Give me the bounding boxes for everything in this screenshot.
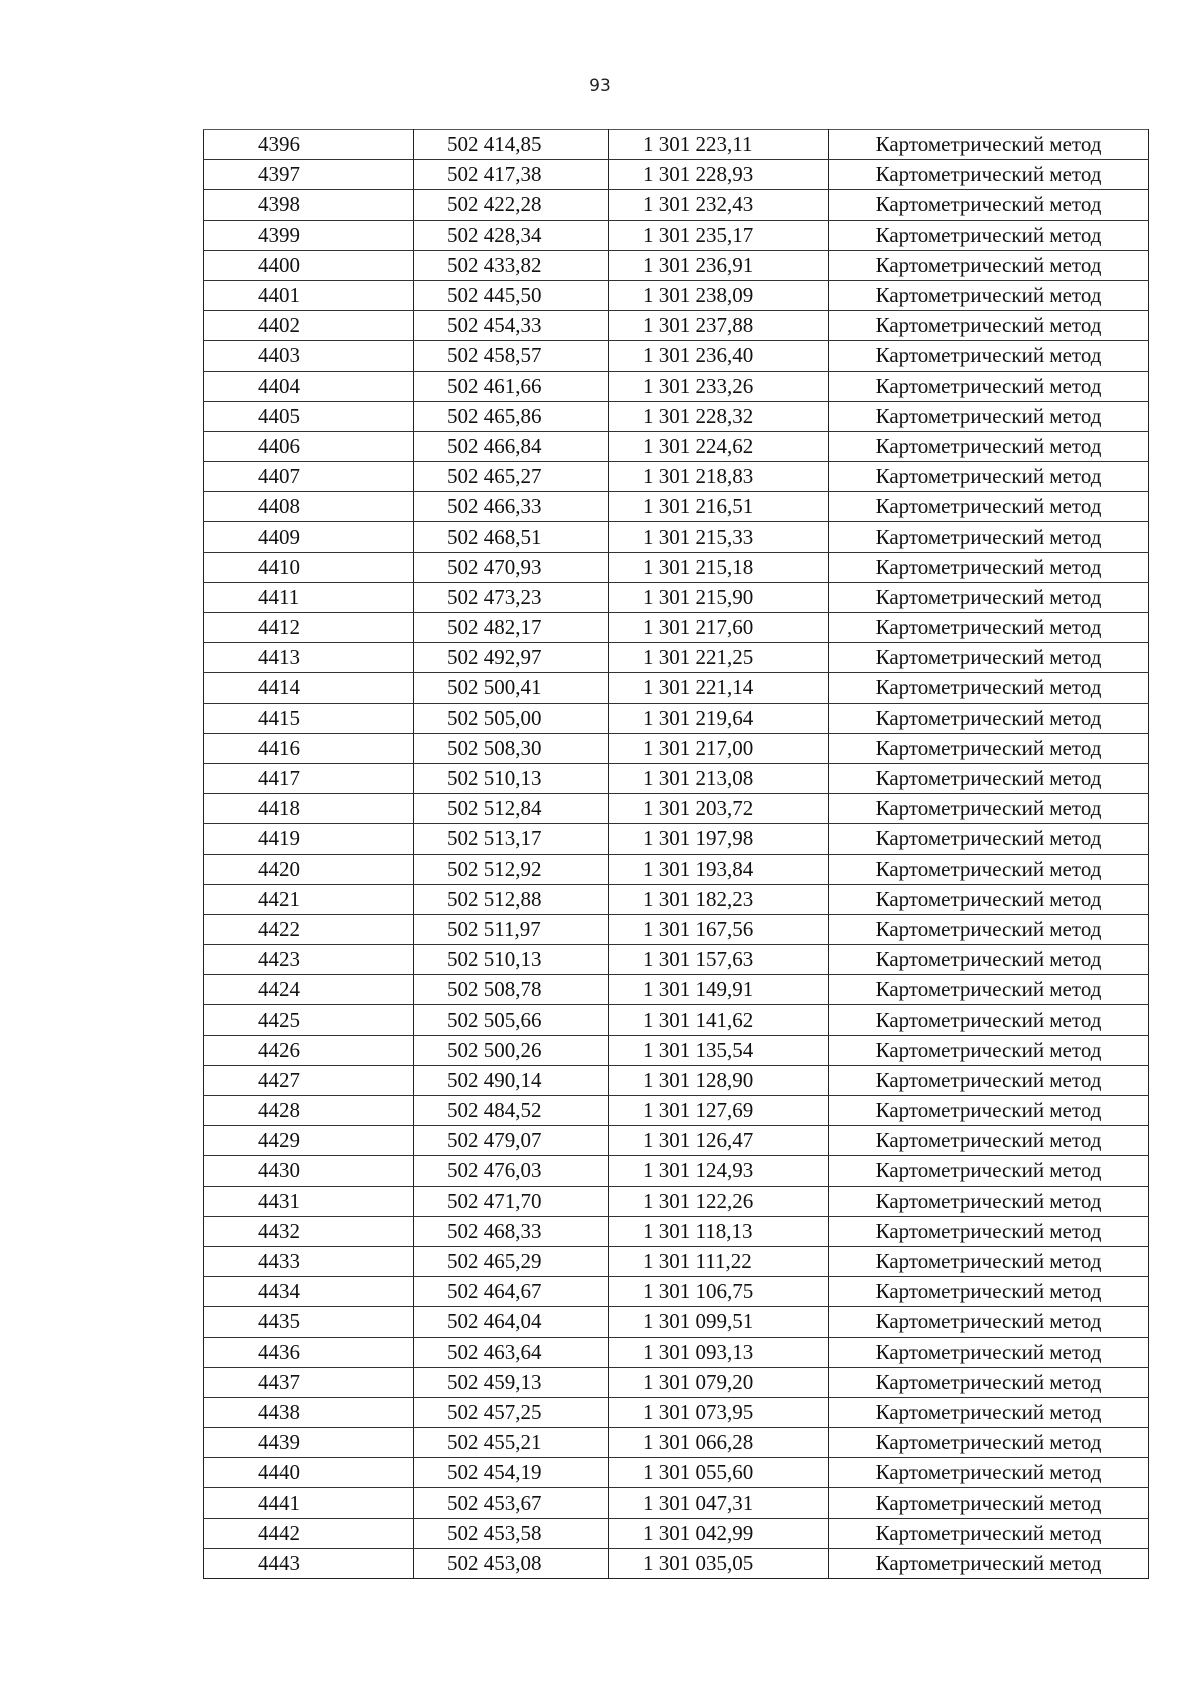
x-coordinate-cell: 502 458,57: [414, 341, 609, 371]
table-row: [204, 975, 1149, 1005]
method-cell: Картометрический метод: [829, 1458, 1149, 1488]
method-cell: Картометрический метод: [829, 1186, 1149, 1216]
table-row: [204, 1367, 1149, 1397]
y-coordinate-cell: 1 301 197,98: [609, 824, 829, 854]
x-coordinate-cell: 502 454,19: [414, 1458, 609, 1488]
table-row: [204, 1337, 1149, 1367]
x-coordinate-cell: 502 512,88: [414, 884, 609, 914]
y-coordinate-cell: 1 301 055,60: [609, 1458, 829, 1488]
method-cell: Картометрический метод: [829, 1096, 1149, 1126]
method-cell: Картометрический метод: [829, 311, 1149, 341]
point-number-cell: 4434: [204, 1277, 414, 1307]
x-coordinate-cell: 502 466,84: [414, 431, 609, 461]
y-coordinate-cell: 1 301 215,33: [609, 522, 829, 552]
y-coordinate-cell: 1 301 236,40: [609, 341, 829, 371]
point-number-cell: 4436: [204, 1337, 414, 1367]
y-coordinate-cell: 1 301 215,18: [609, 552, 829, 582]
x-coordinate-cell: 502 454,33: [414, 311, 609, 341]
point-number-cell: 4415: [204, 703, 414, 733]
x-coordinate-cell: 502 468,33: [414, 1216, 609, 1246]
x-coordinate-cell: 502 513,17: [414, 824, 609, 854]
y-coordinate-cell: 1 301 042,99: [609, 1518, 829, 1548]
method-cell: Картометрический метод: [829, 1488, 1149, 1518]
method-cell: Картометрический метод: [829, 220, 1149, 250]
y-coordinate-cell: 1 301 111,22: [609, 1246, 829, 1276]
table-row: [204, 1428, 1149, 1458]
point-number-cell: 4429: [204, 1126, 414, 1156]
table-row: [204, 1488, 1149, 1518]
point-number-cell: 4432: [204, 1216, 414, 1246]
x-coordinate-cell: 502 455,21: [414, 1428, 609, 1458]
table-row: [204, 160, 1149, 190]
method-cell: Картометрический метод: [829, 794, 1149, 824]
table-row: [204, 341, 1149, 371]
table-row: [204, 1065, 1149, 1095]
method-cell: Картометрический метод: [829, 945, 1149, 975]
table-row: [204, 673, 1149, 703]
table-row: [204, 1246, 1149, 1276]
method-cell: Картометрический метод: [829, 763, 1149, 793]
x-coordinate-cell: 502 453,58: [414, 1518, 609, 1548]
point-number-cell: 4428: [204, 1096, 414, 1126]
method-cell: Картометрический метод: [829, 1397, 1149, 1427]
x-coordinate-cell: 502 414,85: [414, 130, 609, 160]
method-cell: Картометрический метод: [829, 1307, 1149, 1337]
y-coordinate-cell: 1 301 233,26: [609, 371, 829, 401]
y-coordinate-cell: 1 301 035,05: [609, 1548, 829, 1578]
table-row: [204, 130, 1149, 160]
point-number-cell: 4423: [204, 945, 414, 975]
method-cell: Картометрический метод: [829, 613, 1149, 643]
y-coordinate-cell: 1 301 224,62: [609, 431, 829, 461]
point-number-cell: 4421: [204, 884, 414, 914]
x-coordinate-cell: 502 500,41: [414, 673, 609, 703]
y-coordinate-cell: 1 301 182,23: [609, 884, 829, 914]
table-row: [204, 613, 1149, 643]
x-coordinate-cell: 502 445,50: [414, 280, 609, 310]
y-coordinate-cell: 1 301 099,51: [609, 1307, 829, 1337]
point-number-cell: 4422: [204, 914, 414, 944]
point-number-cell: 4420: [204, 854, 414, 884]
point-number-cell: 4426: [204, 1035, 414, 1065]
x-coordinate-cell: 502 468,51: [414, 522, 609, 552]
x-coordinate-cell: 502 484,52: [414, 1096, 609, 1126]
method-cell: Картометрический метод: [829, 824, 1149, 854]
point-number-cell: 4419: [204, 824, 414, 854]
y-coordinate-cell: 1 301 066,28: [609, 1428, 829, 1458]
method-cell: Картометрический метод: [829, 1367, 1149, 1397]
x-coordinate-cell: 502 500,26: [414, 1035, 609, 1065]
point-number-cell: 4437: [204, 1367, 414, 1397]
table-row: [204, 401, 1149, 431]
table-row: [204, 1126, 1149, 1156]
table-row: [204, 462, 1149, 492]
x-coordinate-cell: 502 479,07: [414, 1126, 609, 1156]
y-coordinate-cell: 1 301 228,32: [609, 401, 829, 431]
point-number-cell: 4407: [204, 462, 414, 492]
table-row: [204, 884, 1149, 914]
table-row: [204, 250, 1149, 280]
table-row: [204, 1005, 1149, 1035]
point-number-cell: 4412: [204, 613, 414, 643]
point-number-cell: 4408: [204, 492, 414, 522]
table-row: [204, 1186, 1149, 1216]
method-cell: Картометрический метод: [829, 1246, 1149, 1276]
table-row: [204, 1397, 1149, 1427]
point-number-cell: 4406: [204, 431, 414, 461]
table-row: [204, 1458, 1149, 1488]
x-coordinate-cell: 502 510,13: [414, 763, 609, 793]
x-coordinate-cell: 502 464,67: [414, 1277, 609, 1307]
table-row: [204, 522, 1149, 552]
point-number-cell: 4403: [204, 341, 414, 371]
x-coordinate-cell: 502 428,34: [414, 220, 609, 250]
x-coordinate-cell: 502 465,29: [414, 1246, 609, 1276]
method-cell: Картометрический метод: [829, 280, 1149, 310]
point-number-cell: 4431: [204, 1186, 414, 1216]
point-number-cell: 4424: [204, 975, 414, 1005]
table-row: [204, 794, 1149, 824]
method-cell: Картометрический метод: [829, 914, 1149, 944]
point-number-cell: 4416: [204, 733, 414, 763]
table-row: [204, 280, 1149, 310]
x-coordinate-cell: 502 512,92: [414, 854, 609, 884]
point-number-cell: 4399: [204, 220, 414, 250]
y-coordinate-cell: 1 301 237,88: [609, 311, 829, 341]
x-coordinate-cell: 502 508,78: [414, 975, 609, 1005]
table-row: [204, 733, 1149, 763]
table-row: [204, 1035, 1149, 1065]
point-number-cell: 4413: [204, 643, 414, 673]
x-coordinate-cell: 502 510,13: [414, 945, 609, 975]
point-number-cell: 4402: [204, 311, 414, 341]
y-coordinate-cell: 1 301 127,69: [609, 1096, 829, 1126]
table-row: [204, 431, 1149, 461]
method-cell: Картометрический метод: [829, 1156, 1149, 1186]
table-row: [204, 1216, 1149, 1246]
x-coordinate-cell: 502 471,70: [414, 1186, 609, 1216]
table-row: [204, 371, 1149, 401]
x-coordinate-cell: 502 464,04: [414, 1307, 609, 1337]
point-number-cell: 4427: [204, 1065, 414, 1095]
point-number-cell: 4440: [204, 1458, 414, 1488]
page-number: 93: [589, 76, 611, 96]
y-coordinate-cell: 1 301 238,09: [609, 280, 829, 310]
method-cell: Картометрический метод: [829, 582, 1149, 612]
method-cell: Картометрический метод: [829, 130, 1149, 160]
y-coordinate-cell: 1 301 232,43: [609, 190, 829, 220]
point-number-cell: 4400: [204, 250, 414, 280]
table-row: [204, 763, 1149, 793]
method-cell: Картометрический метод: [829, 1337, 1149, 1367]
table-row: [204, 914, 1149, 944]
method-cell: Картометрический метод: [829, 1428, 1149, 1458]
y-coordinate-cell: 1 301 203,72: [609, 794, 829, 824]
method-cell: Картометрический метод: [829, 1005, 1149, 1035]
method-cell: Картометрический метод: [829, 1548, 1149, 1578]
y-coordinate-cell: 1 301 073,95: [609, 1397, 829, 1427]
method-cell: Картометрический метод: [829, 492, 1149, 522]
x-coordinate-cell: 502 453,67: [414, 1488, 609, 1518]
table-row: [204, 311, 1149, 341]
point-number-cell: 4418: [204, 794, 414, 824]
point-number-cell: 4396: [204, 130, 414, 160]
point-number-cell: 4430: [204, 1156, 414, 1186]
x-coordinate-cell: 502 463,64: [414, 1337, 609, 1367]
table-row: [204, 1548, 1149, 1578]
point-number-cell: 4404: [204, 371, 414, 401]
point-number-cell: 4398: [204, 190, 414, 220]
x-coordinate-cell: 502 508,30: [414, 733, 609, 763]
method-cell: Картометрический метод: [829, 884, 1149, 914]
method-cell: Картометрический метод: [829, 1216, 1149, 1246]
y-coordinate-cell: 1 301 228,93: [609, 160, 829, 190]
point-number-cell: 4411: [204, 582, 414, 612]
method-cell: Картометрический метод: [829, 190, 1149, 220]
x-coordinate-cell: 502 470,93: [414, 552, 609, 582]
table-row: [204, 1307, 1149, 1337]
x-coordinate-cell: 502 433,82: [414, 250, 609, 280]
method-cell: Картометрический метод: [829, 673, 1149, 703]
y-coordinate-cell: 1 301 167,56: [609, 914, 829, 944]
x-coordinate-cell: 502 457,25: [414, 1397, 609, 1427]
method-cell: Картометрический метод: [829, 431, 1149, 461]
y-coordinate-cell: 1 301 079,20: [609, 1367, 829, 1397]
x-coordinate-cell: 502 492,97: [414, 643, 609, 673]
method-cell: Картометрический метод: [829, 1518, 1149, 1548]
y-coordinate-cell: 1 301 141,62: [609, 1005, 829, 1035]
x-coordinate-cell: 502 417,38: [414, 160, 609, 190]
y-coordinate-cell: 1 301 157,63: [609, 945, 829, 975]
method-cell: Картометрический метод: [829, 854, 1149, 884]
method-cell: Картометрический метод: [829, 1126, 1149, 1156]
y-coordinate-cell: 1 301 215,90: [609, 582, 829, 612]
method-cell: Картометрический метод: [829, 522, 1149, 552]
method-cell: Картометрический метод: [829, 250, 1149, 280]
x-coordinate-cell: 502 482,17: [414, 613, 609, 643]
y-coordinate-cell: 1 301 221,25: [609, 643, 829, 673]
table-row: [204, 220, 1149, 250]
method-cell: Картометрический метод: [829, 462, 1149, 492]
point-number-cell: 4435: [204, 1307, 414, 1337]
x-coordinate-cell: 502 511,97: [414, 914, 609, 944]
y-coordinate-cell: 1 301 216,51: [609, 492, 829, 522]
table-row: [204, 1096, 1149, 1126]
point-number-cell: 4442: [204, 1518, 414, 1548]
method-cell: Картометрический метод: [829, 643, 1149, 673]
method-cell: Картометрический метод: [829, 160, 1149, 190]
y-coordinate-cell: 1 301 217,00: [609, 733, 829, 763]
y-coordinate-cell: 1 301 236,91: [609, 250, 829, 280]
method-cell: Картометрический метод: [829, 371, 1149, 401]
x-coordinate-cell: 502 422,28: [414, 190, 609, 220]
table-row: [204, 492, 1149, 522]
point-number-cell: 4425: [204, 1005, 414, 1035]
y-coordinate-cell: 1 301 124,93: [609, 1156, 829, 1186]
method-cell: Картометрический метод: [829, 1065, 1149, 1095]
point-number-cell: 4433: [204, 1246, 414, 1276]
table-row: [204, 1518, 1149, 1548]
y-coordinate-cell: 1 301 235,17: [609, 220, 829, 250]
x-coordinate-cell: 502 505,00: [414, 703, 609, 733]
method-cell: Картометрический метод: [829, 975, 1149, 1005]
point-number-cell: 4410: [204, 552, 414, 582]
y-coordinate-cell: 1 301 213,08: [609, 763, 829, 793]
x-coordinate-cell: 502 505,66: [414, 1005, 609, 1035]
point-number-cell: 4439: [204, 1428, 414, 1458]
table-row: [204, 190, 1149, 220]
table-row: [204, 854, 1149, 884]
x-coordinate-cell: 502 459,13: [414, 1367, 609, 1397]
y-coordinate-cell: 1 301 217,60: [609, 613, 829, 643]
table-row: [204, 582, 1149, 612]
point-number-cell: 4443: [204, 1548, 414, 1578]
x-coordinate-cell: 502 453,08: [414, 1548, 609, 1578]
method-cell: Картометрический метод: [829, 552, 1149, 582]
y-coordinate-cell: 1 301 223,11: [609, 130, 829, 160]
y-coordinate-cell: 1 301 122,26: [609, 1186, 829, 1216]
y-coordinate-cell: 1 301 218,83: [609, 462, 829, 492]
y-coordinate-cell: 1 301 093,13: [609, 1337, 829, 1367]
table-row: [204, 1156, 1149, 1186]
point-number-cell: 4405: [204, 401, 414, 431]
y-coordinate-cell: 1 301 135,54: [609, 1035, 829, 1065]
coordinates-table: [203, 129, 1149, 1579]
x-coordinate-cell: 502 466,33: [414, 492, 609, 522]
x-coordinate-cell: 502 465,27: [414, 462, 609, 492]
coordinates-table-body: [204, 130, 1149, 1579]
point-number-cell: 4414: [204, 673, 414, 703]
x-coordinate-cell: 502 465,86: [414, 401, 609, 431]
table-row: [204, 643, 1149, 673]
y-coordinate-cell: 1 301 047,31: [609, 1488, 829, 1518]
method-cell: Картометрический метод: [829, 341, 1149, 371]
table-row: [204, 1277, 1149, 1307]
x-coordinate-cell: 502 476,03: [414, 1156, 609, 1186]
point-number-cell: 4409: [204, 522, 414, 552]
y-coordinate-cell: 1 301 219,64: [609, 703, 829, 733]
table-row: [204, 703, 1149, 733]
x-coordinate-cell: 502 461,66: [414, 371, 609, 401]
y-coordinate-cell: 1 301 221,14: [609, 673, 829, 703]
y-coordinate-cell: 1 301 128,90: [609, 1065, 829, 1095]
method-cell: Картометрический метод: [829, 401, 1149, 431]
method-cell: Картометрический метод: [829, 703, 1149, 733]
y-coordinate-cell: 1 301 118,13: [609, 1216, 829, 1246]
method-cell: Картометрический метод: [829, 733, 1149, 763]
point-number-cell: 4441: [204, 1488, 414, 1518]
y-coordinate-cell: 1 301 193,84: [609, 854, 829, 884]
y-coordinate-cell: 1 301 149,91: [609, 975, 829, 1005]
y-coordinate-cell: 1 301 106,75: [609, 1277, 829, 1307]
point-number-cell: 4417: [204, 763, 414, 793]
method-cell: Картометрический метод: [829, 1035, 1149, 1065]
x-coordinate-cell: 502 473,23: [414, 582, 609, 612]
table-row: [204, 824, 1149, 854]
table-row: [204, 945, 1149, 975]
point-number-cell: 4401: [204, 280, 414, 310]
x-coordinate-cell: 502 490,14: [414, 1065, 609, 1095]
table-row: [204, 552, 1149, 582]
point-number-cell: 4438: [204, 1397, 414, 1427]
y-coordinate-cell: 1 301 126,47: [609, 1126, 829, 1156]
method-cell: Картометрический метод: [829, 1277, 1149, 1307]
x-coordinate-cell: 502 512,84: [414, 794, 609, 824]
point-number-cell: 4397: [204, 160, 414, 190]
